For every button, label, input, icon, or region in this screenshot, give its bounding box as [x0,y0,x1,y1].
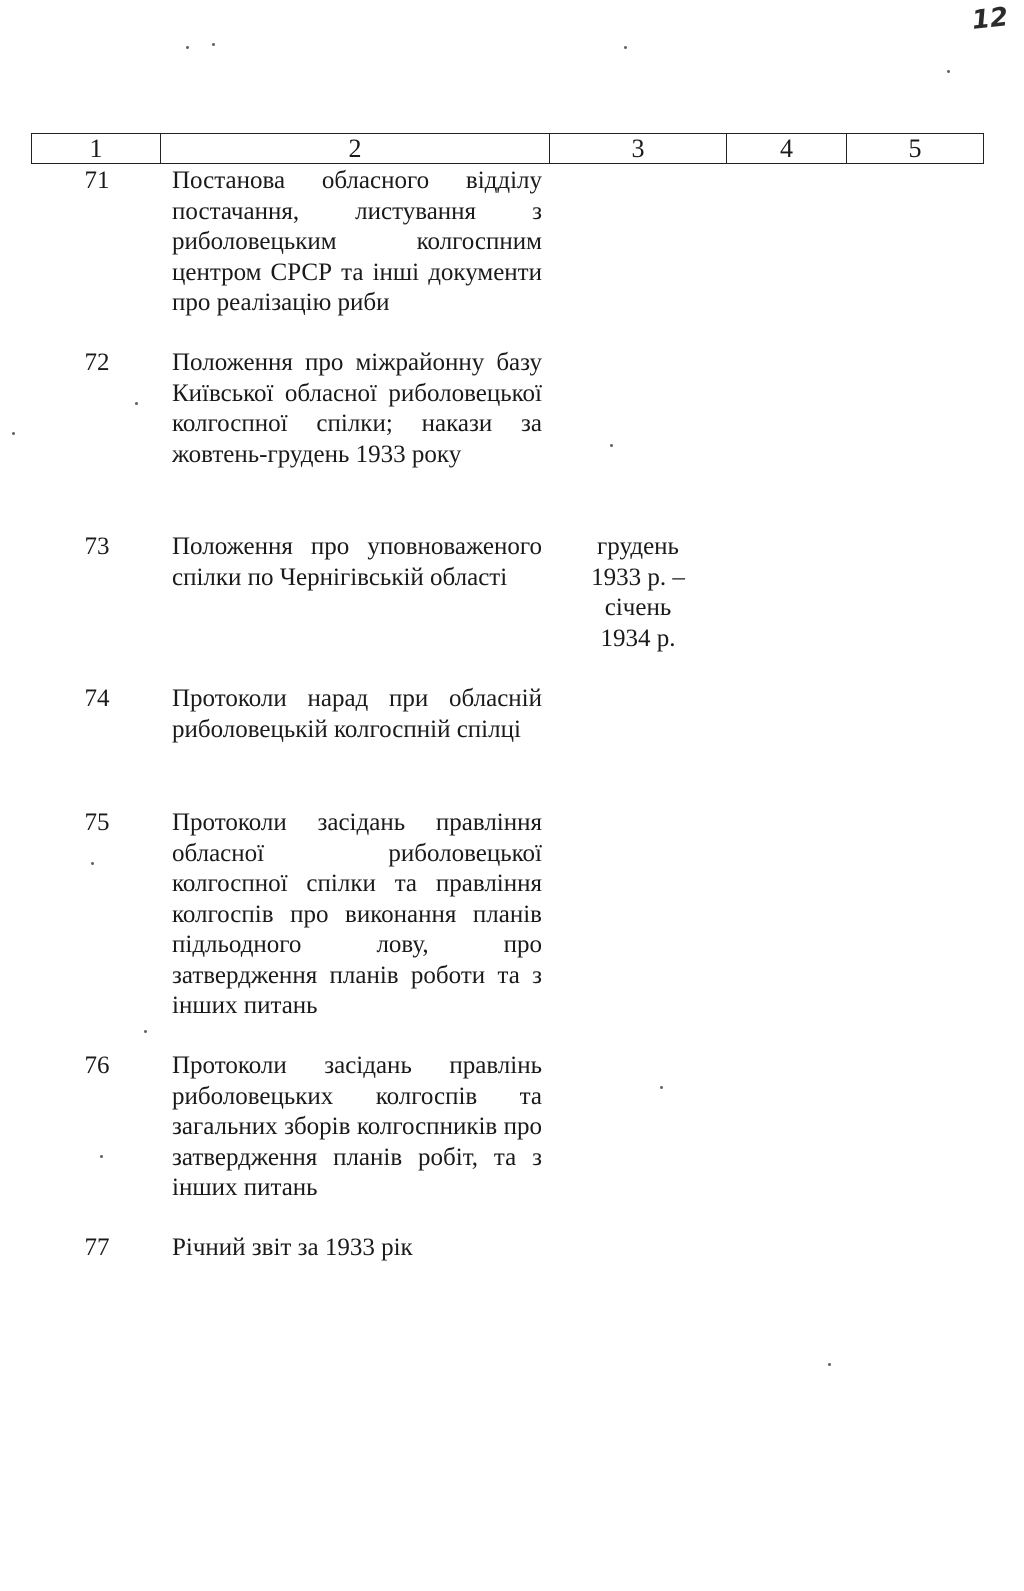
header-col-4: 4 [727,134,847,163]
scan-speck [660,1086,663,1089]
date-line: січень [604,594,672,621]
entry-title: Протоколи засідань правлінь риболовецьких колгоспів та загальних зборів колгоспників про затвердження планів робіт, та з інших питань [172,1052,542,1201]
entry-title: Постанова обласного відділу постачання, листування з риболовецьким колгоспним центром СРСР та інші документи про реалізацію риби [172,167,542,316]
scan-speck [947,70,950,73]
header-col-5: 5 [908,134,922,163]
scan-speck [624,46,627,49]
header-col-1: 1 [32,134,161,163]
date-line: 1934 р. [600,624,676,652]
entry-title: Протоколи засідань правління обласної риболовецької колгоспної спілки та правління колгоспів про виконання планів підльодного лову, про затвердження планів роботи та з інших питань [172,809,542,1019]
entry-title: Положення про уповноваженого спілки по Чернігівській області [172,533,542,591]
table-header-row [31,133,984,164]
entry-number: 75 [84,809,110,836]
scan-speck [91,862,94,865]
entry-number: 76 [84,1052,110,1079]
entry-number: 72 [84,349,110,376]
scan-speck [135,402,138,405]
scan-speck [100,1155,103,1158]
entry-title: Протоколи нарад при обласній риболовецькій колгоспній спілці [172,685,542,743]
date-line: грудень [597,533,679,560]
entry-number: 73 [84,533,110,560]
scan-speck [186,46,189,49]
header-col-3: 3 [550,134,727,163]
entry-number: 74 [84,685,110,712]
handwritten-page-number: 12 [970,2,1010,36]
entry-number: 77 [84,1234,110,1261]
scan-speck [212,43,215,46]
header-col-2: 2 [161,134,550,163]
entry-title: Положення про міжрайонну базу Київської обласної риболовецької колгоспної спілки; накази за жовтень-грудень 1933 року [172,349,542,468]
scan-speck [610,444,613,447]
scan-speck [144,1030,147,1033]
entry-title: Річний звіт за 1933 рік [172,1234,413,1261]
date-line: 1933 р. – [591,563,685,591]
scan-speck [828,1363,831,1366]
entry-number: 71 [84,167,110,194]
scan-speck [12,432,15,435]
entry-date-range [552,532,724,654]
